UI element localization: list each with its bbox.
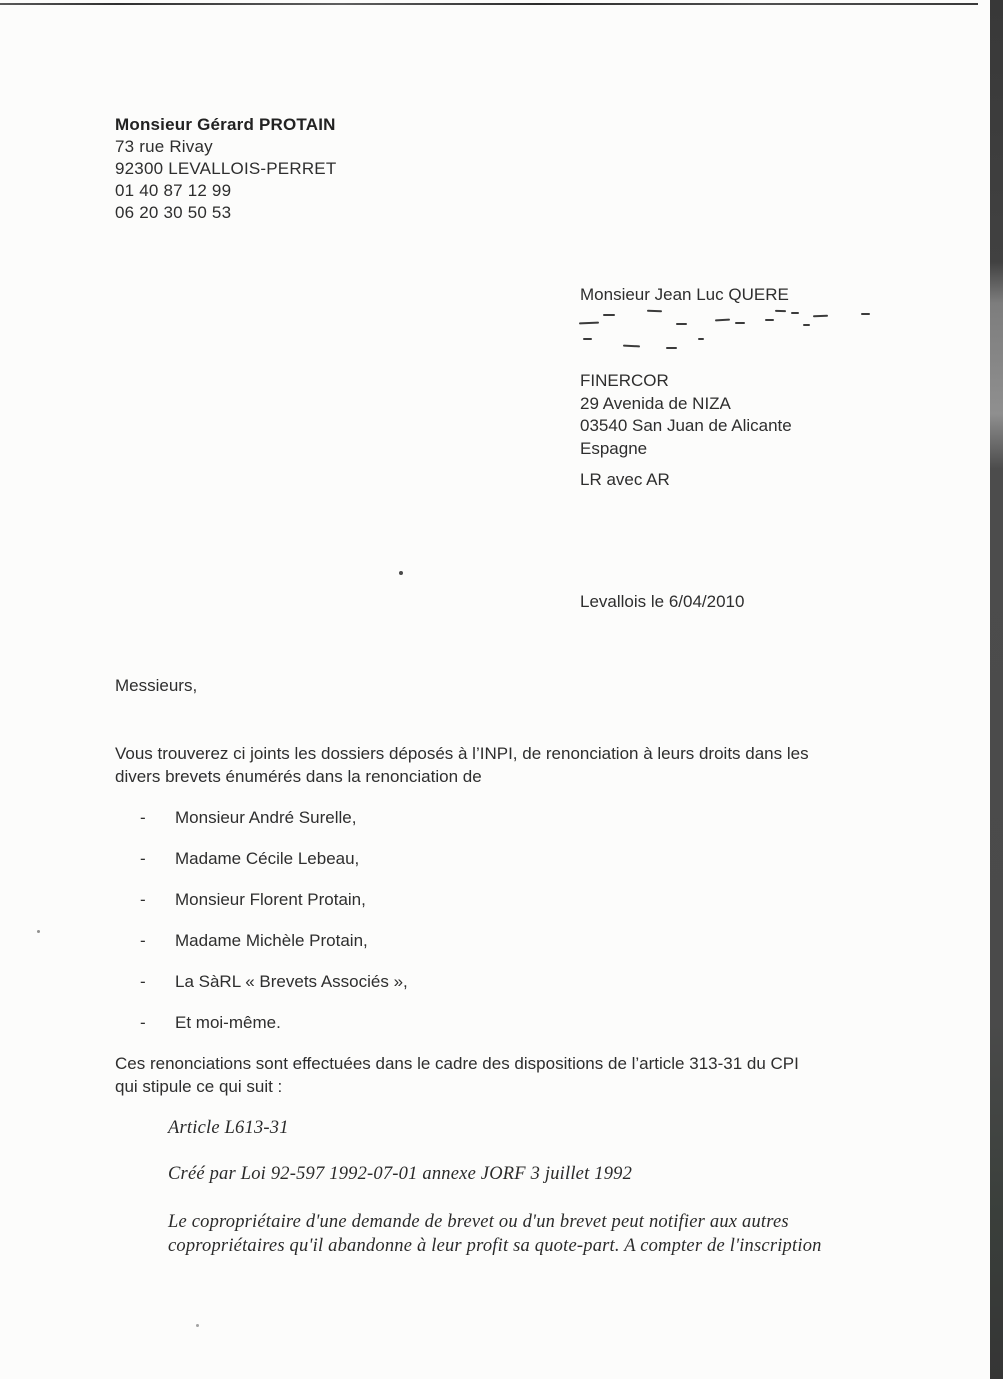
sender-block	[115, 114, 336, 224]
renunciation-list	[140, 808, 408, 1054]
scan-right-edge-strip	[990, 0, 1003, 1379]
quote-article-ref: Article L613-31	[168, 1118, 289, 1138]
list-item-text: Et moi-même.	[175, 1013, 281, 1032]
list-item-text: La SàRL « Brevets Associés »,	[175, 972, 408, 991]
scan-speck	[196, 1324, 199, 1327]
cpi-paragraph	[115, 1052, 799, 1098]
recipient-company: FINERCOR	[580, 371, 669, 390]
sender-address-line2: 92300 LEVALLOIS-PERRET	[115, 159, 337, 178]
list-item	[140, 808, 408, 830]
dateline: Levallois le 6/04/2010	[580, 592, 745, 611]
list-item	[140, 890, 408, 912]
intro-line1: Vous trouverez ci joints les dossiers déposés à l’INPI, de renonciation à leurs droits dans les	[115, 744, 809, 763]
list-item	[140, 849, 408, 871]
scan-top-edge-line	[0, 3, 978, 5]
list-item	[140, 972, 408, 994]
list-dash: -	[140, 931, 146, 950]
list-item-text: Monsieur Florent Protain,	[175, 890, 366, 909]
recipient-country: Espagne	[580, 438, 648, 458]
recipient-address-line1: 29 Avenida de NIZA	[580, 393, 731, 413]
cpi-line2: qui stipule ce qui suit :	[115, 1077, 283, 1096]
quote-body	[168, 1210, 868, 1258]
list-item-text: Madame Michèle Protain,	[175, 931, 368, 950]
list-dash: -	[140, 1013, 146, 1032]
sender-phone2: 06 20 30 50 53	[115, 203, 232, 222]
scan-speck	[37, 930, 40, 933]
recipient-address-block	[580, 370, 792, 460]
quote-law-source: Créé par Loi 92-597 1992-07-01 annexe JORF 3 juillet 1992	[168, 1164, 633, 1184]
intro-paragraph	[115, 742, 809, 788]
list-item	[140, 1013, 408, 1035]
recipient-name: Monsieur Jean Luc QUERE	[580, 285, 789, 304]
list-dash: -	[140, 849, 146, 868]
quote-body-line2: copropriétaires qu'il abandonne à leur profit sa quote-part. A compter de l'inscription	[168, 1236, 822, 1256]
list-dash: -	[140, 808, 146, 827]
sender-phone1: 01 40 87 12 99	[115, 181, 232, 200]
list-dash: -	[140, 890, 146, 909]
scan-speck	[399, 571, 403, 575]
salutation: Messieurs,	[115, 676, 198, 695]
list-dash: -	[140, 972, 146, 991]
intro-line2: divers brevets énumérés dans la renonciation de	[115, 767, 482, 786]
list-item	[140, 931, 408, 953]
sender-name: Monsieur Gérard PROTAIN	[115, 115, 336, 134]
redacted-lines	[575, 306, 875, 358]
recipient-address-line2: 03540 San Juan de Alicante	[580, 416, 792, 435]
mail-mode: LR avec AR	[580, 470, 670, 489]
list-item-text: Monsieur André Surelle,	[175, 808, 357, 827]
cpi-line1: Ces renonciations sont effectuées dans le cadre des dispositions de l’article 313-31 du CPI	[115, 1054, 799, 1073]
list-item-text: Madame Cécile Lebeau,	[175, 849, 360, 868]
sender-address-line1: 73 rue Rivay	[115, 137, 213, 156]
quote-body-line1: Le copropriétaire d'une demande de brevet ou d'un brevet peut notifier aux autres	[168, 1212, 789, 1232]
